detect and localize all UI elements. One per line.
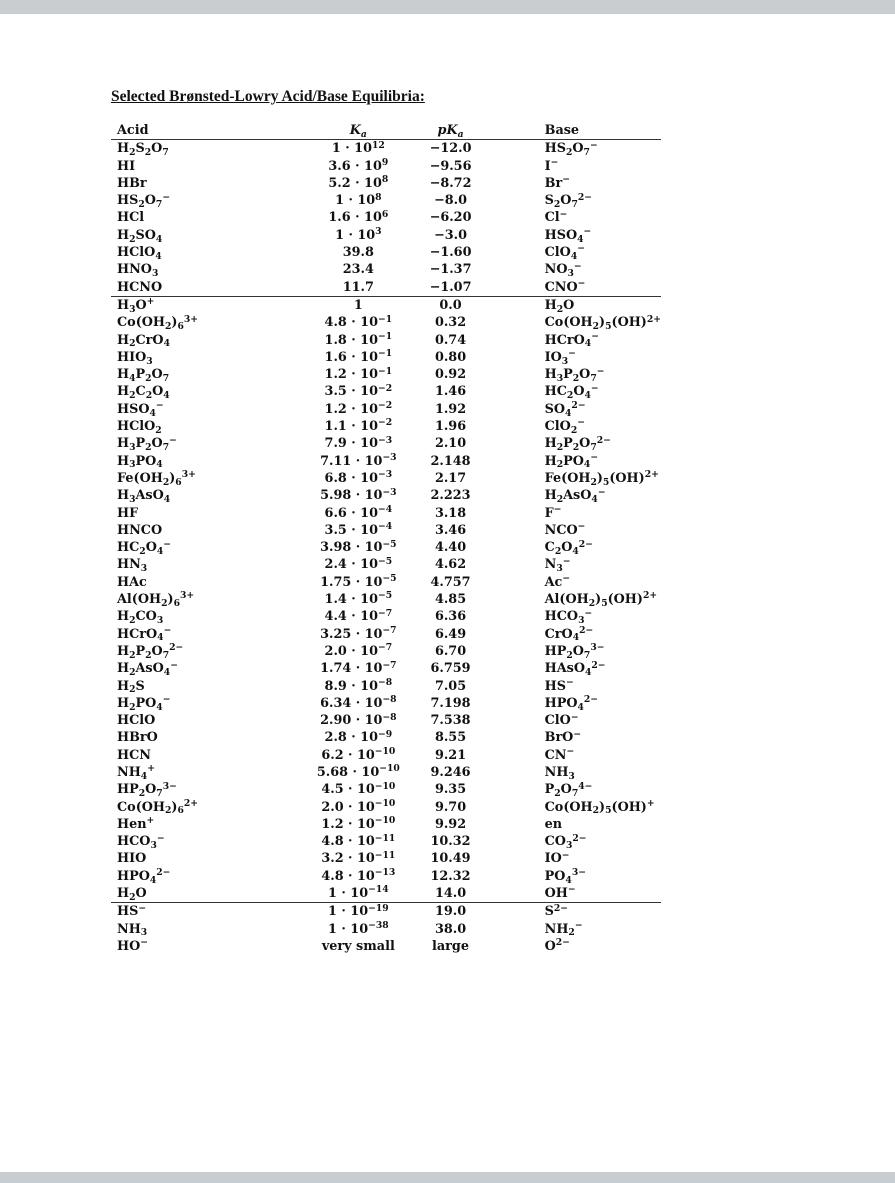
pka-cell: 7.198 — [430, 695, 471, 711]
table-row — [111, 678, 661, 695]
ka-cell: 11.7 — [302, 279, 414, 297]
table-row — [111, 158, 661, 175]
table-row — [111, 643, 661, 660]
pka-cell: 1.92 — [434, 401, 467, 417]
base-cell: OH− — [487, 885, 661, 903]
table-row — [111, 140, 661, 158]
pka-cell: 4.85 — [434, 592, 467, 608]
base-cell: $PO_4^{3-}$ — [544, 867, 586, 886]
ka-cell: $4.8 \cdot 10^{-1}$ — [324, 313, 393, 331]
pka-cell: large — [432, 938, 470, 954]
acid-cell: HCNO — [111, 279, 302, 297]
table-row — [111, 418, 661, 435]
base-cell: NCO− — [544, 521, 586, 538]
base-cell: CrO$_4^{2-}$ — [544, 625, 594, 644]
table-row — [111, 695, 661, 712]
base-cell: ClO$_4$− — [544, 243, 585, 262]
ka-cell: $1.75 \cdot 10^{-5}$ — [320, 573, 397, 590]
table-row — [111, 209, 661, 226]
base-cell: ClO− — [544, 711, 579, 729]
acid-cell: HNCO — [117, 522, 163, 538]
base-cell: $O^{2-}$ — [544, 937, 570, 954]
pka-cell: 10.49 — [430, 851, 471, 867]
base-cell: $CO_3^{2-}$ — [544, 832, 587, 851]
acid-cell: $H_3AsO_4$ — [117, 488, 171, 505]
table-row — [111, 591, 661, 608]
pka-cell: 9.21 — [434, 747, 467, 763]
acid-cell: HClO — [117, 713, 156, 729]
base-cell: $S^{2-}$ — [544, 902, 568, 920]
header-pka: $pK_a$ — [414, 122, 486, 140]
acid-cell: $H_2S_2O_7$ — [117, 141, 169, 159]
acid-cell: $HN_3$ — [117, 557, 148, 575]
pka-cell: 9.92 — [434, 816, 467, 832]
base-cell: $H_3P_2O_7^-$ — [544, 365, 605, 384]
acid-cell: $Al(OH_2)_6^{3+}$ — [117, 590, 195, 609]
base-cell: $NH_2^-$ — [544, 920, 583, 939]
acid-base-table — [111, 122, 661, 955]
table-row — [111, 470, 661, 487]
ka-cell: $2.0 \cdot 10^{-10}$ — [321, 797, 396, 815]
base-cell: CNO− — [487, 279, 661, 297]
base-cell: ClO$_2$− — [544, 417, 585, 436]
pka-cell: −8.72 — [429, 175, 472, 191]
ka-cell: $1.6 \cdot 10^6$ — [328, 208, 389, 226]
ka-cell: $1 \cdot 10^{-38}$ — [328, 920, 389, 937]
table-row — [111, 383, 661, 400]
acid-cell: $NH_4^+$ — [117, 763, 155, 782]
acid-cell: HS− — [117, 902, 147, 920]
table-row — [111, 296, 661, 314]
base-cell: $H_2AsO_4^-$ — [544, 486, 606, 505]
base-cell: en — [544, 816, 563, 832]
ka-cell: $2.90 \cdot 10^{-8}$ — [320, 711, 397, 729]
acid-cell: $H_2S$ — [117, 678, 145, 696]
ka-cell: $3.98 \cdot 10^{-5}$ — [320, 538, 397, 556]
acid-cell: HCl — [117, 210, 145, 226]
ka-cell: $5.68 \cdot 10^{-10}$ — [316, 763, 400, 780]
acid-cell: HO− — [117, 937, 148, 954]
acid-cell: HClO$_2$ — [117, 419, 162, 436]
base-cell: CN− — [544, 746, 575, 763]
ka-cell: $4.8 \cdot 10^{-11}$ — [321, 832, 396, 850]
table-row — [111, 435, 661, 452]
pka-cell: 1.46 — [434, 384, 467, 400]
base-cell: BrO− — [544, 728, 582, 746]
table-row — [111, 487, 661, 504]
ka-cell: $1.1 \cdot 10^{-2}$ — [324, 417, 393, 435]
ka-cell: 23.4 — [342, 262, 374, 278]
base-cell: HCrO$_4$− — [544, 330, 599, 350]
acid-cell: HBr — [117, 175, 147, 191]
ka-cell: $1.2 \cdot 10^{-1}$ — [324, 365, 393, 383]
table-row — [111, 332, 661, 349]
base-cell: F− — [544, 503, 562, 521]
acid-cell: $Fe(OH_2)_6^{3+}$ — [117, 469, 196, 488]
acid-cell: $Co(OH_2)_6^{2+}$ — [117, 797, 199, 817]
table-row — [111, 366, 661, 383]
pka-cell: 4.62 — [434, 557, 467, 573]
table-row — [111, 921, 661, 938]
acid-cell: $H_2PO_4^-$ — [117, 694, 171, 713]
table-row — [111, 903, 661, 921]
acid-cell: $HSO_4^-$ — [117, 400, 164, 419]
pka-cell: −6.20 — [429, 210, 472, 226]
ka-cell: $1.74 \cdot 10^{-7}$ — [320, 659, 397, 677]
ka-cell: $2.0 \cdot 10^{-7}$ — [324, 642, 393, 659]
pka-cell: 9.35 — [434, 782, 467, 798]
table-row — [111, 781, 661, 798]
ka-cell: $6.6 \cdot 10^{-4}$ — [324, 503, 393, 521]
base-cell: $NH_3$ — [544, 764, 575, 782]
ka-cell: 1 — [353, 297, 363, 313]
base-cell: $N_3^-$ — [544, 555, 571, 575]
base-cell: Br− — [544, 174, 570, 191]
ka-cell: $7.9 \cdot 10^{-3}$ — [324, 434, 393, 452]
pka-cell: 7.05 — [434, 678, 467, 694]
ka-cell: $1.2 \cdot 10^{-10}$ — [321, 815, 396, 832]
table-row — [111, 799, 661, 816]
table-row — [111, 539, 661, 556]
pka-cell: 19.0 — [434, 904, 467, 920]
ka-cell: $2.4 \cdot 10^{-5}$ — [324, 555, 393, 573]
pka-cell: 38.0 — [434, 921, 467, 937]
base-cell: $S_2O_7^{2-}$ — [544, 191, 592, 210]
table-row — [111, 938, 661, 955]
acid-cell: $H_2C_2O_4$ — [117, 384, 170, 402]
pka-cell: 6.49 — [434, 626, 467, 642]
pka-cell: 6.70 — [434, 643, 467, 659]
pka-cell: 1.96 — [434, 419, 467, 435]
pka-cell: −1.07 — [414, 279, 486, 297]
acid-cell: Hen+ — [117, 815, 155, 832]
header-base: Base — [487, 122, 661, 140]
pka-cell: −12.0 — [429, 141, 472, 157]
ka-cell: $1.4 \cdot 10^{-5}$ — [324, 590, 393, 608]
table-row — [111, 279, 661, 297]
ka-cell: $3.25 \cdot 10^{-7}$ — [320, 625, 397, 642]
ka-cell: very small — [321, 938, 395, 954]
base-cell: I− — [544, 157, 559, 174]
table-row — [111, 244, 661, 261]
ka-cell: $4.8 \cdot 10^{-13}$ — [321, 867, 396, 884]
pka-cell: 6.759 — [430, 661, 471, 677]
pka-cell: 10.32 — [430, 834, 471, 850]
ka-cell: $1.2 \cdot 10^{-2}$ — [324, 400, 393, 417]
ka-cell: $3.5 \cdot 10^{-4}$ — [324, 521, 393, 538]
pka-cell: 0.80 — [434, 349, 467, 365]
table-row — [111, 314, 661, 331]
ka-cell: $4.4 \cdot 10^{-7}$ — [324, 607, 393, 625]
base-cell: $HP_2O_7^{3-}$ — [544, 642, 605, 661]
table-row — [111, 729, 661, 746]
ka-cell: $6.8 \cdot 10^{-3}$ — [324, 469, 393, 486]
table-row — [111, 608, 661, 625]
pka-cell: 3.46 — [434, 522, 467, 538]
base-cell: $H_2PO_4^-$ — [544, 452, 599, 471]
table-row — [111, 505, 661, 522]
ka-cell: $3.2 \cdot 10^{-11}$ — [321, 849, 396, 867]
acid-cell: $HP_2O_7^{3-}$ — [117, 780, 177, 800]
ka-cell: $1 \cdot 10^8$ — [335, 191, 382, 209]
ka-cell: $5.98 \cdot 10^{-3}$ — [320, 486, 397, 504]
base-cell: Cl− — [544, 208, 568, 226]
ka-cell: $6.2 \cdot 10^{-10}$ — [321, 746, 396, 763]
ka-cell: $6.34 \cdot 10^{-8}$ — [320, 694, 397, 711]
ka-cell: $4.5 \cdot 10^{-10}$ — [321, 780, 396, 798]
base-cell: $HPO_4^{2-}$ — [544, 694, 599, 713]
header-acid: Acid — [111, 122, 302, 140]
table-row — [111, 261, 661, 278]
ka-cell: $3.5 \cdot 10^{-2}$ — [324, 382, 393, 400]
acid-cell: $H_2CO_3$ — [117, 609, 164, 627]
pka-cell: 9.246 — [430, 764, 471, 780]
base-cell: $HC_2O_4^-$ — [544, 382, 599, 402]
pka-cell: −9.56 — [429, 158, 472, 174]
pka-cell: 0.0 — [439, 297, 462, 313]
pka-cell: 6.36 — [434, 609, 467, 625]
table-row — [111, 833, 661, 850]
acid-cell: $HPO_4^{2-}$ — [117, 867, 171, 886]
table-row — [111, 227, 661, 244]
table-row — [111, 764, 661, 781]
base-cell: $H_2P_2O_7^{2-}$ — [544, 434, 611, 454]
table-row — [111, 192, 661, 209]
pka-cell: 7.538 — [430, 713, 471, 729]
pka-cell: 4.757 — [430, 574, 471, 590]
document-page — [0, 14, 895, 1172]
ka-cell: $3.6 \cdot 10^9$ — [328, 157, 389, 174]
acid-cell: $NH_3$ — [117, 921, 148, 939]
table-row — [111, 885, 661, 903]
table-row — [111, 660, 661, 677]
acid-cell: HIO — [117, 851, 147, 867]
base-cell: $H_2O$ — [544, 297, 575, 315]
base-cell: $Co(OH_2)_5(OH)^{2+}$ — [544, 313, 661, 333]
ka-cell: $8.9 \cdot 10^{-8}$ — [324, 676, 393, 694]
pka-cell: −1.37 — [429, 262, 472, 278]
ka-cell: 39.8 — [342, 245, 374, 261]
table-header-row — [111, 122, 661, 140]
table-row — [111, 522, 661, 539]
acid-cell: HF — [117, 505, 139, 521]
pka-cell: 2.223 — [430, 488, 471, 504]
table-row — [111, 401, 661, 418]
pka-cell: −8.0 — [434, 193, 468, 209]
base-cell: $Fe(OH_2)_5(OH)^{2+}$ — [544, 469, 659, 488]
pka-cell: 4.40 — [434, 540, 467, 556]
table-row — [111, 556, 661, 573]
pka-cell: −3.0 — [434, 227, 468, 243]
ka-cell: $1 \cdot 10^{-14}$ — [302, 885, 414, 903]
table-row — [111, 349, 661, 366]
table-row — [111, 850, 661, 867]
acid-cell: HAc — [117, 574, 147, 590]
base-cell: $Co(OH_2)_5(OH)^+$ — [544, 797, 655, 817]
table-body — [111, 140, 661, 955]
base-cell: $IO_3^-$ — [544, 348, 576, 367]
base-cell: $HSO_4^-$ — [544, 226, 592, 245]
pka-cell: 0.92 — [434, 367, 467, 383]
table-row — [111, 747, 661, 764]
acid-cell: HCrO$_4$− — [117, 625, 172, 644]
acid-cell: HI — [117, 158, 136, 174]
base-cell: $SO_4^{2-}$ — [544, 400, 586, 419]
page-title: Selected Brønsted-Lowry Acid/Base Equilibria: — [111, 88, 425, 105]
acid-cell: $HS_2O_7^-$ — [117, 191, 171, 210]
base-cell: Ac− — [544, 573, 571, 590]
pka-cell: 9.70 — [434, 799, 467, 815]
acid-cell: $Co(OH_2)_6^{3+}$ — [117, 313, 199, 333]
ka-cell: $1.6 \cdot 10^{-1}$ — [324, 348, 393, 365]
ka-cell: $1 \cdot 10^{12}$ — [331, 139, 385, 157]
pka-cell: 14.0 — [414, 885, 486, 903]
base-cell: $HS_2O_7^-$ — [544, 139, 598, 159]
table-row — [111, 175, 661, 192]
pka-cell: 0.74 — [434, 332, 467, 348]
acid-cell: $H_2SO_4$ — [117, 227, 163, 245]
ka-cell: $1 \cdot 10^3$ — [335, 226, 382, 243]
ka-cell: $2.8 \cdot 10^{-9}$ — [324, 728, 393, 746]
table-row — [111, 574, 661, 591]
base-cell: HAsO$_4^{2-}$ — [544, 659, 606, 678]
acid-cell: HCN — [117, 747, 151, 763]
pka-cell: 0.32 — [434, 315, 467, 331]
ka-cell: $7.11 \cdot 10^{-3}$ — [320, 452, 397, 469]
acid-cell: $H_3P_2O_7^-$ — [117, 434, 177, 454]
pka-cell: 2.10 — [434, 436, 467, 452]
base-cell: $HCO_3^-$ — [544, 607, 593, 627]
pka-cell: 2.148 — [430, 453, 471, 469]
acid-cell: $H_2AsO_4^-$ — [117, 659, 178, 678]
table-row — [111, 453, 661, 470]
acid-cell: $HC_2O_4^-$ — [117, 538, 171, 557]
acid-cell: $H_2CrO_4$ — [117, 332, 170, 350]
ka-cell: $5.2 \cdot 10^8$ — [328, 174, 389, 191]
acid-cell: HClO$_4$ — [117, 245, 162, 262]
base-cell: IO− — [544, 849, 570, 867]
acid-cell: $HIO_3$ — [117, 349, 153, 367]
pka-cell: 8.55 — [434, 730, 467, 746]
acid-cell: $H_4P_2O_7$ — [117, 367, 170, 384]
header-ka: $K_a$ — [302, 122, 414, 140]
base-cell: $NO_3^-$ — [544, 260, 582, 280]
base-cell: $P_2O_7^{4-}$ — [544, 780, 593, 800]
table-row — [111, 816, 661, 833]
acid-cell: $H_2O$ — [111, 885, 302, 903]
base-cell: $C_2O_4^{2-}$ — [544, 538, 593, 557]
pka-cell: 12.32 — [430, 868, 471, 884]
pka-cell: −1.60 — [429, 245, 472, 261]
ka-cell: $1.8 \cdot 10^{-1}$ — [324, 330, 393, 348]
base-cell: HS− — [544, 676, 574, 694]
acid-cell: HBrO — [117, 730, 158, 746]
acid-cell: $H_2P_2O_7^{2-}$ — [117, 642, 184, 661]
table-row — [111, 626, 661, 643]
ka-cell: $1 \cdot 10^{-19}$ — [328, 902, 389, 920]
pka-cell: 2.17 — [434, 470, 467, 486]
acid-cell: $HCO_3^-$ — [117, 832, 165, 851]
table-row — [111, 868, 661, 885]
pka-cell: 3.18 — [434, 505, 467, 521]
table-row — [111, 712, 661, 729]
acid-cell: $HNO_3$ — [117, 262, 159, 280]
acid-cell: $H_3PO_4$ — [117, 453, 163, 471]
base-cell: $Al(OH_2)_5(OH)^{2+}$ — [544, 590, 658, 609]
acid-cell: $H_3O^+$ — [117, 296, 155, 315]
